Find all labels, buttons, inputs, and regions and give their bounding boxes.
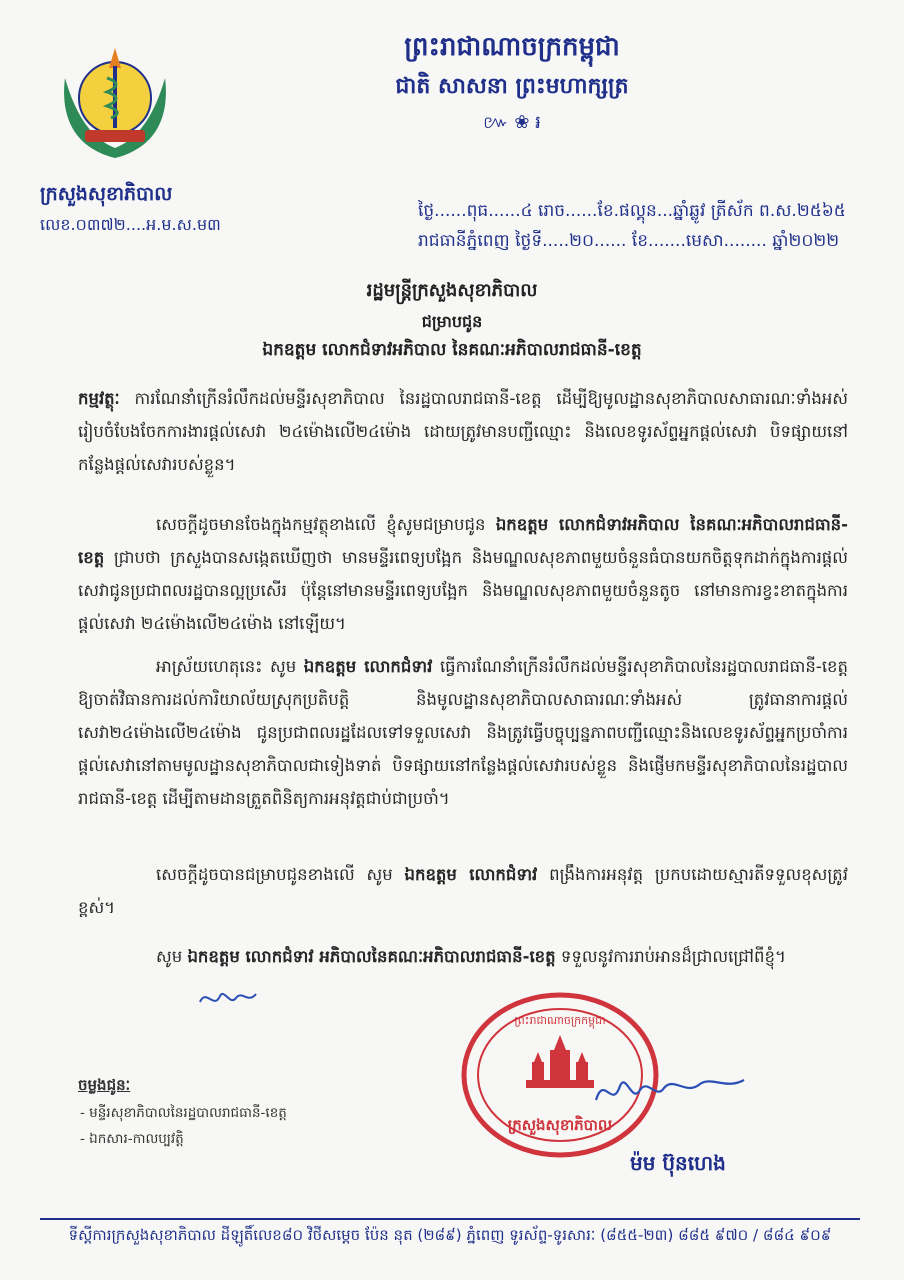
respectfully-line: ជម្រាបជូន	[421, 312, 483, 331]
initials-signature	[196, 984, 266, 1014]
minister-signature	[590, 1060, 750, 1120]
p1-rest: ជ្រាបថា ក្រសួងបានសង្កេតឃើញថា មានមន្ទីរពេទ្យបង្អែក និងមណ្ឌលសុខភាពមួយចំនួនធំបានយកចិត្តទុកដាក់ក្នុងការផ្តល់សេវាជូនប្រជាពលរដ្ឋបានល្អប្រសើរ ប៉ុន្តែនៅមានមន្ទីរពេទ្យបង្អែក និងមណ្ឌលសុខភាពមួយចំនួនតូច នៅមានការខ្វះខាតក្នុងការផ្តល់សេវា ២៤ម៉ោងលើ២៤ម៉ោង នៅឡើយ។	[78, 548, 848, 633]
paragraph-1	[78, 508, 848, 640]
solar-date: រាជធានីភ្នំពេញ ថ្ងៃទី.....២០...... ខែ.......មេសា........ ឆ្នាំ២០២២	[418, 231, 840, 251]
p2-start: អាស្រ័យហេតុនេះ សូម	[156, 657, 297, 676]
closing-paragraph	[78, 940, 848, 973]
cc-item: - ឯកសារ-កាលប្បវត្តិ	[80, 1131, 184, 1147]
logo-spire	[109, 48, 121, 68]
seal-bottom-text: ក្រសួងសុខាភិបាល	[507, 1116, 613, 1134]
subject-label: កម្មវត្ថុៈ	[78, 389, 120, 408]
recipient-title: ឯកឧត្តម លោកជំទាវអភិបាល នៃគណៈអភិបាលរាជធានី-ខេត្ត	[262, 340, 642, 360]
logo-banner	[85, 130, 145, 142]
p4-rest: ទទួលនូវការរាប់អានដ៏ជ្រាលជ្រៅពីខ្ញុំ។	[560, 947, 786, 966]
ministry-logo	[55, 18, 175, 168]
lunar-date: ថ្ងៃ......ពុធ......៤ រោច......ខែ.ផល្គុន...ឆ្នាំឆ្លូវ ត្រីស័ក ព.ស.២៥៦៥	[418, 201, 846, 221]
reference-number: លេខ.០៣៧២....អ.ម.ស.ម៣	[40, 215, 221, 234]
national-motto: ជាតិ សាសនា ព្រះមហាក្សត្រ	[395, 74, 629, 99]
signer-name: ម៉ម ប៊ុនហេង	[630, 1151, 726, 1175]
paragraph-3	[78, 858, 848, 924]
sender-title: រដ្ឋមន្ត្រីក្រសួងសុខាភិបាល	[366, 280, 538, 301]
cc-item: - មន្ទីរសុខាភិបាលនៃរដ្ឋបាលរាជធានី-ខេត្ត	[80, 1105, 287, 1121]
p4-start: សូម	[156, 947, 183, 966]
p1-bold: ឯកឧត្តម លោកជំទាវអភិបាល នៃគណៈអភិបាលរាជធានី-ខេត្ត	[78, 515, 849, 567]
p1-start: សេចក្តីដូចមានចែងក្នុងកម្មវត្ថុខាងលើ ខ្ញុំសូមជម្រាបជូន	[156, 515, 486, 534]
p3-start: សេចក្តីដូចបានជម្រាបជូនខាងលើ សូម	[156, 865, 393, 884]
footer-address: ទីស្តីការក្រសួងសុខាភិបាល ដីឡូតិ៍លេខ៨០ វិថីសម្តេច ប៉ែន នុត (២៨៩) ភ្នំពេញ ទូរស័ព្ទ-ទូរសារៈ (៨៥៥-២៣) ៨៨៥ ៩៧០ / ៨៨៤ ៩០៩	[68, 1226, 832, 1244]
ornament: ៚ ❀ ៛	[483, 112, 541, 133]
ministry-name: ក្រសួងសុខាភិបាល	[40, 183, 173, 205]
p4-bold: ឯកឧត្តម លោកជំទាវ អភិបាលនៃគណៈអភិបាលរាជធានី-ខេត្ត	[187, 947, 556, 966]
footer-divider	[40, 1218, 860, 1220]
seal-temple-icon	[526, 1035, 594, 1088]
subject-paragraph	[78, 382, 848, 481]
p3-bold: ឯកឧត្តម លោកជំទាវ	[404, 865, 538, 884]
cc-label: ចម្លងជូនៈ	[78, 1076, 131, 1094]
p2-bold: ឯកឧត្តម លោកជំទាវ	[303, 657, 433, 676]
subject-text: ការណែនាំក្រើនរំលឹកដល់មន្ទីរសុខាភិបាល នៃរដ្ឋបាលរាជធានី-ខេត្ត ដើម្បីឱ្យមូលដ្ឋានសុខាភិបាលសាធារណៈទាំងអស់ រៀបចំបែងចែកការងារផ្តល់សេវា ២៤ម៉ោងលើ២៤ម៉ោង ដោយត្រូវមានបញ្ជីឈ្មោះ និងលេខទូរស័ព្ទអ្នកផ្តល់សេវា បិទផ្សាយនៅកន្លែងផ្តល់សេវារបស់ខ្លួន។	[78, 389, 848, 474]
seal-top-text: ព្រះរាជាណាចក្រកម្ពុជា	[514, 1014, 606, 1027]
p2-rest: ធ្វើការណែនាំក្រើនរំលឹកដល់មន្ទីរសុខាភិបាលនៃរដ្ឋបាលរាជធានី-ខេត្ត ឱ្យចាត់វិធានការដល់ការិយាល័យស្រុកប្រតិបត្តិ និងមូលដ្ឋានសុខាភិបាលសាធារណៈទាំងអស់ ត្រូវធានាការផ្តល់សេវា២៤ម៉ោងលើ២៤ម៉ោង ជូនប្រជាពលរដ្ឋដែលទៅទទួលសេវា និងត្រូវធ្វើបច្ចុប្បន្នភាពបញ្ជីឈ្មោះនិងលេខទូរស័ព្ទអ្នកប្រចាំការផ្តល់សេវានៅតាមមូលដ្ឋានសុខាភិបាលជាទៀងទាត់ បិទផ្សាយនៅកន្លែងផ្តល់សេវារបស់ខ្លួន និងផ្ញើមកមន្ទីរសុខាភិបាលនៃរដ្ឋបាលរាជធានី-ខេត្ត ដើម្បីតាមដានត្រួតពិនិត្យការអនុវត្តជាប់ជាប្រចាំ។	[78, 657, 848, 808]
kingdom-title: ព្រះរាជាណាចក្រកម្ពុជា	[404, 32, 620, 62]
p3-rest: ពង្រឹងការអនុវត្ត ប្រកបដោយស្មារតីទទួលខុសត្រូវខ្ពស់។	[78, 865, 849, 917]
paragraph-2	[78, 650, 848, 815]
